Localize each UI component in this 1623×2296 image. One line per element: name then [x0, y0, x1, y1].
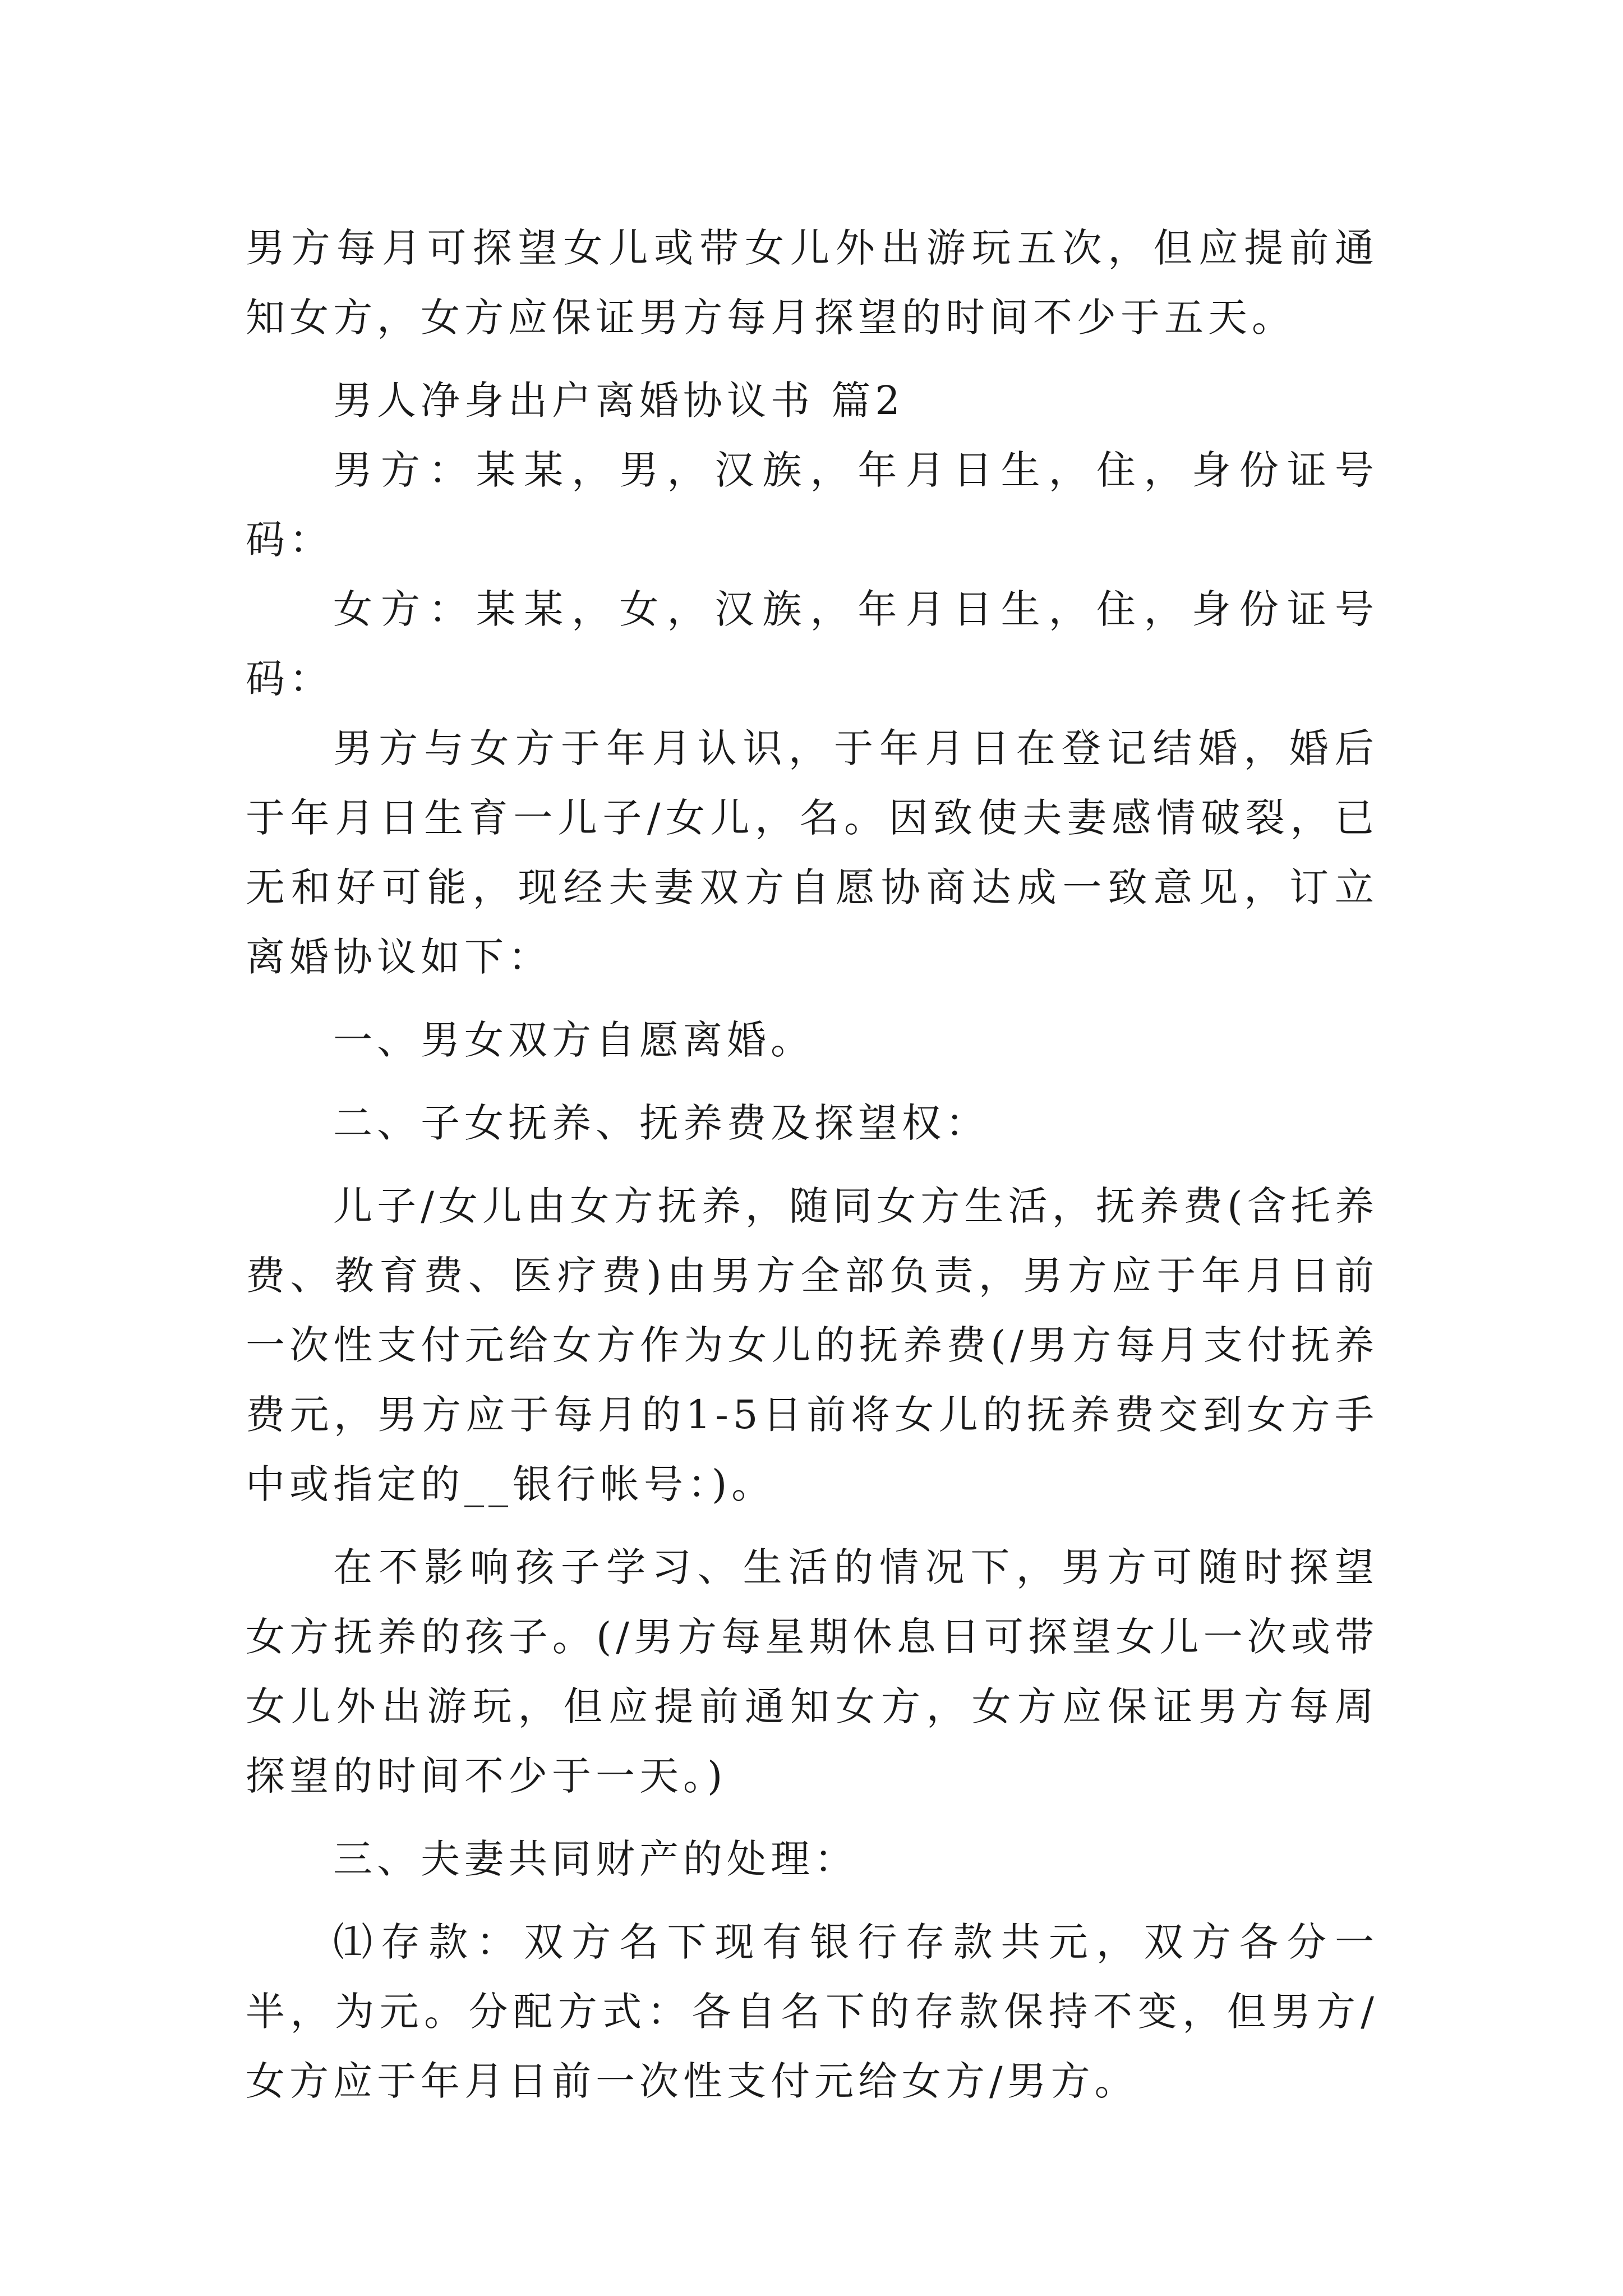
clause-child-custody-heading: 二、子女抚养、抚养费及探望权：: [333, 1100, 989, 1146]
paragraph-visitation-rights: 在不影响孩子学习、生活的情况下，男方可随时探望女方抚养的孩子。(/男方每星期休息日可探望女儿一次或带女儿外出游玩，但应提前通知女方，女方应保证男方每周探望的时间不少于一天。): [246, 1544, 1378, 1799]
paragraph-husband-info: 男方：某某，男，汉族，年月日生，住，身份证号码：: [246, 447, 1378, 563]
clause-joint-property-heading: 三、夫妻共同财产的处理：: [333, 1836, 858, 1882]
paragraph-wife-info: 女方：某某，女，汉族，年月日生，住，身份证号码：: [246, 586, 1378, 702]
paragraph-visitation-monthly: 男方每月可探望女儿或带女儿外出游玩五次，但应提前通知女方，女方应保证男方每月探望的时间不少于五天。: [246, 225, 1378, 341]
document-body: [246, 213, 1378, 2116]
section-heading-part-2: 男人净身出户离婚协议书 篇2: [333, 378, 905, 424]
paragraph-marriage-background: 男方与女方于年月认识，于年月日在登记结婚，婚后于年月日生育一儿子/女儿，名。因致使夫妻感情破裂，已无和好可能，现经夫妻双方自愿协商达成一致意见，订立离婚协议如下：: [246, 725, 1378, 980]
paragraph-savings-division: ⑴存款：双方名下现有银行存款共元，双方各分一半，为元。分配方式：各自名下的存款保持不变，但男方/女方应于年月日前一次性支付元给女方/男方。: [246, 1919, 1378, 2104]
paragraph-child-support: 儿子/女儿由女方抚养，随同女方生活，抚养费(含托养费、教育费、医疗费)由男方全部负责，男方应于年月日前一次性支付元给女方作为女儿的抚养费(/男方每月支付抚养费元，男方应于每月的1-5日前将女儿的抚养费交到女方手中或指定的__银行帐号：)。: [246, 1183, 1378, 1507]
clause-voluntary-divorce: 一、男女双方自愿离婚。: [333, 1017, 814, 1063]
